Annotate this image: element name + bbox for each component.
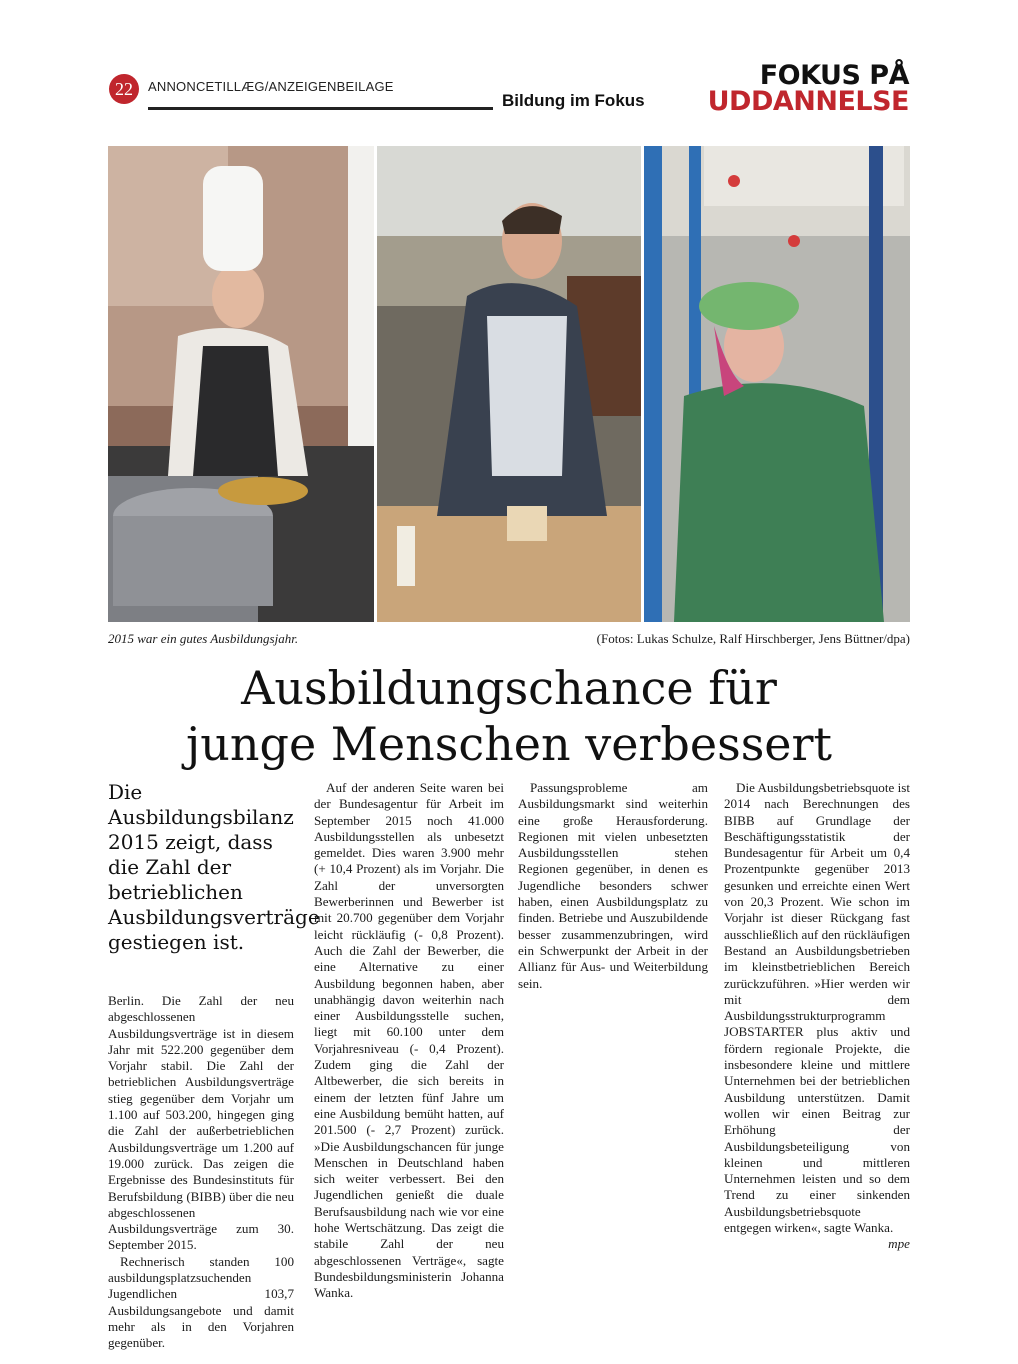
photo-caption: 2015 war ein gutes Ausbildungsjahr. [108,631,299,646]
header-rule [148,107,493,110]
article-column-4 [724,780,910,1253]
article-column-3 [518,780,708,992]
photo-chef-apprentice [108,146,374,622]
author-signature: mpe [888,1236,910,1252]
brand-line-1: FOKUS PÅ [759,60,909,91]
headline-line-2: junge Menschen verbessert [186,717,832,771]
page-number: 22 [109,74,139,104]
article-paragraph: Die Ausbildungsbetriebsquote ist 2014 nach Berechnungen des BIBB auf Grundlage der Beschäftigungsstatistik der Bundesagentur für Arbeit um 0,4 Prozentpunkte gegenüber 2013 gesunken und erreichte einen Wert von 20,3 Prozent. Wie schon im Vorjahr ist dieser Rückgang fast ausschließlich auf den rückläufigen Bestand an Ausbildungsbetrieben im kleinstbetrieblichen Bereich zurückzuführen. »Hier werden wir mit dem Ausbildungsstrukturprogramm JOBSTARTER plus aktiv und fördern regionale Projekte, die insbesondere kleine und mittlere Unternehmen bei der betrieblichen Ausbildung unterstützen. Damit wollen wir einen Beitrag zur Erhöhung der Ausbildungsbeteiligung von kleinen und mittleren Unternehmen leisten und so dem Trend zu einer sinkenden Ausbildungsbetriebsquote entgegen wirken«, sagte Wanka. [724,780,910,1236]
article-paragraph: Berlin. Die Zahl der neu abgeschlossenen Ausbildungsverträge ist in diesem Jahr mit 522.200 gegenüber dem Vorjahr stabil. Die Zahl der betrieblichen Ausbildungsverträge stieg gegenüber dem Vorjahr um 1.100 auf 503.200, hingegen ging die Zahl der außerbetrieblichen Ausbildungsverträge um 1.200 auf 19.000 zurück. Das zeigen die Ergebnisse des Bundesinstituts für Berufsbildung (BIBB) über die neu abgeschlossenen Ausbildungsverträge zum 30. September 2015. [108,993,294,1253]
article-paragraph: Rechnerisch standen 100 ausbildungsplatzsuchenden Jugendlichen 103,7 Ausbildungsangebote und damit mehr als in den Vorjahren gegenüber. [108,1253,294,1351]
headline-line-1: Ausbildungschance für [241,661,777,715]
article-paragraph: Auf der anderen Seite waren bei der Bundesagentur für Arbeit im September 2015 noch 41.000 Ausbildungsstellen als unbesetzt gemeldet. Dies waren 3.900 mehr (+ 10,4 Prozent) als im Vorjahr. Die Zahl der unversorgten Bewerberinnen und Bewerber ist mit 20.700 gegenüber dem Vorjahr leicht rückläufig (- 0,8 Prozent). Auch die Zahl der Bewerber, die eine Alternative zu einer Ausbildung begonnen haben, aber unabhängig davon weiterhin nach einer Ausbildungsstelle suchen, liegt mit 60.100 unter dem Vorjahresniveau (- 0,4 Prozent). Zudem ging die Zahl der Altbewerber, die sich bereits in einem der letzten fünf Jahre um eine Ausbildung bemüht hatten, auf 201.500 (- 2,7 Prozent) zurück. »Die Ausbildungschancen für junge Menschen in Deutschland haben sich weiter verbessert. Bei den Jugendlichen genießt die duale Berufsausbildung nach wie vor eine hohe Wertschätzung. Das zeigt die stabile Zahl der neu abgeschlossenen Verträge«, sagte Bundesbildungsministerin Johanna Wanka. [314,780,504,1301]
headline [108,660,910,772]
brand-line-2: UDDANNELSE [707,86,909,117]
supplement-label: ANNONCETILLÆG/ANZEIGENBEILAGE [148,79,394,94]
photo-carpentry-apprentice [377,146,641,622]
article-column-2 [314,780,504,1302]
photo-metalwork-apprentice [644,146,910,622]
article-deck: Die Ausbildungsbilanz 2015 zeigt, dass die Zahl der betrieblichen Ausbildungsverträge gestiegen ist. [108,780,320,954]
section-title: Bildung im Fokus [502,91,645,110]
article-paragraph: Passungsprobleme am Ausbildungsmarkt sind weiterhin eine große Herausforderung. Regionen mit vielen unbesetzten Ausbildungsstellen stehen Regionen gegenüber, in denen es Jugendliche besonders schwer haben, einen Ausbildungsplatz zu finden. Betriebe und Auszubildende besser zusammenzubringen, wird ein Schwerpunkt der Arbeit in der Allianz für Aus- und Weiterbildung sein. [518,780,708,991]
article-column-1 [108,780,320,1352]
photo-credit: (Fotos: Lukas Schulze, Ralf Hirschberger, Jens Büttner/dpa) [596,631,910,646]
